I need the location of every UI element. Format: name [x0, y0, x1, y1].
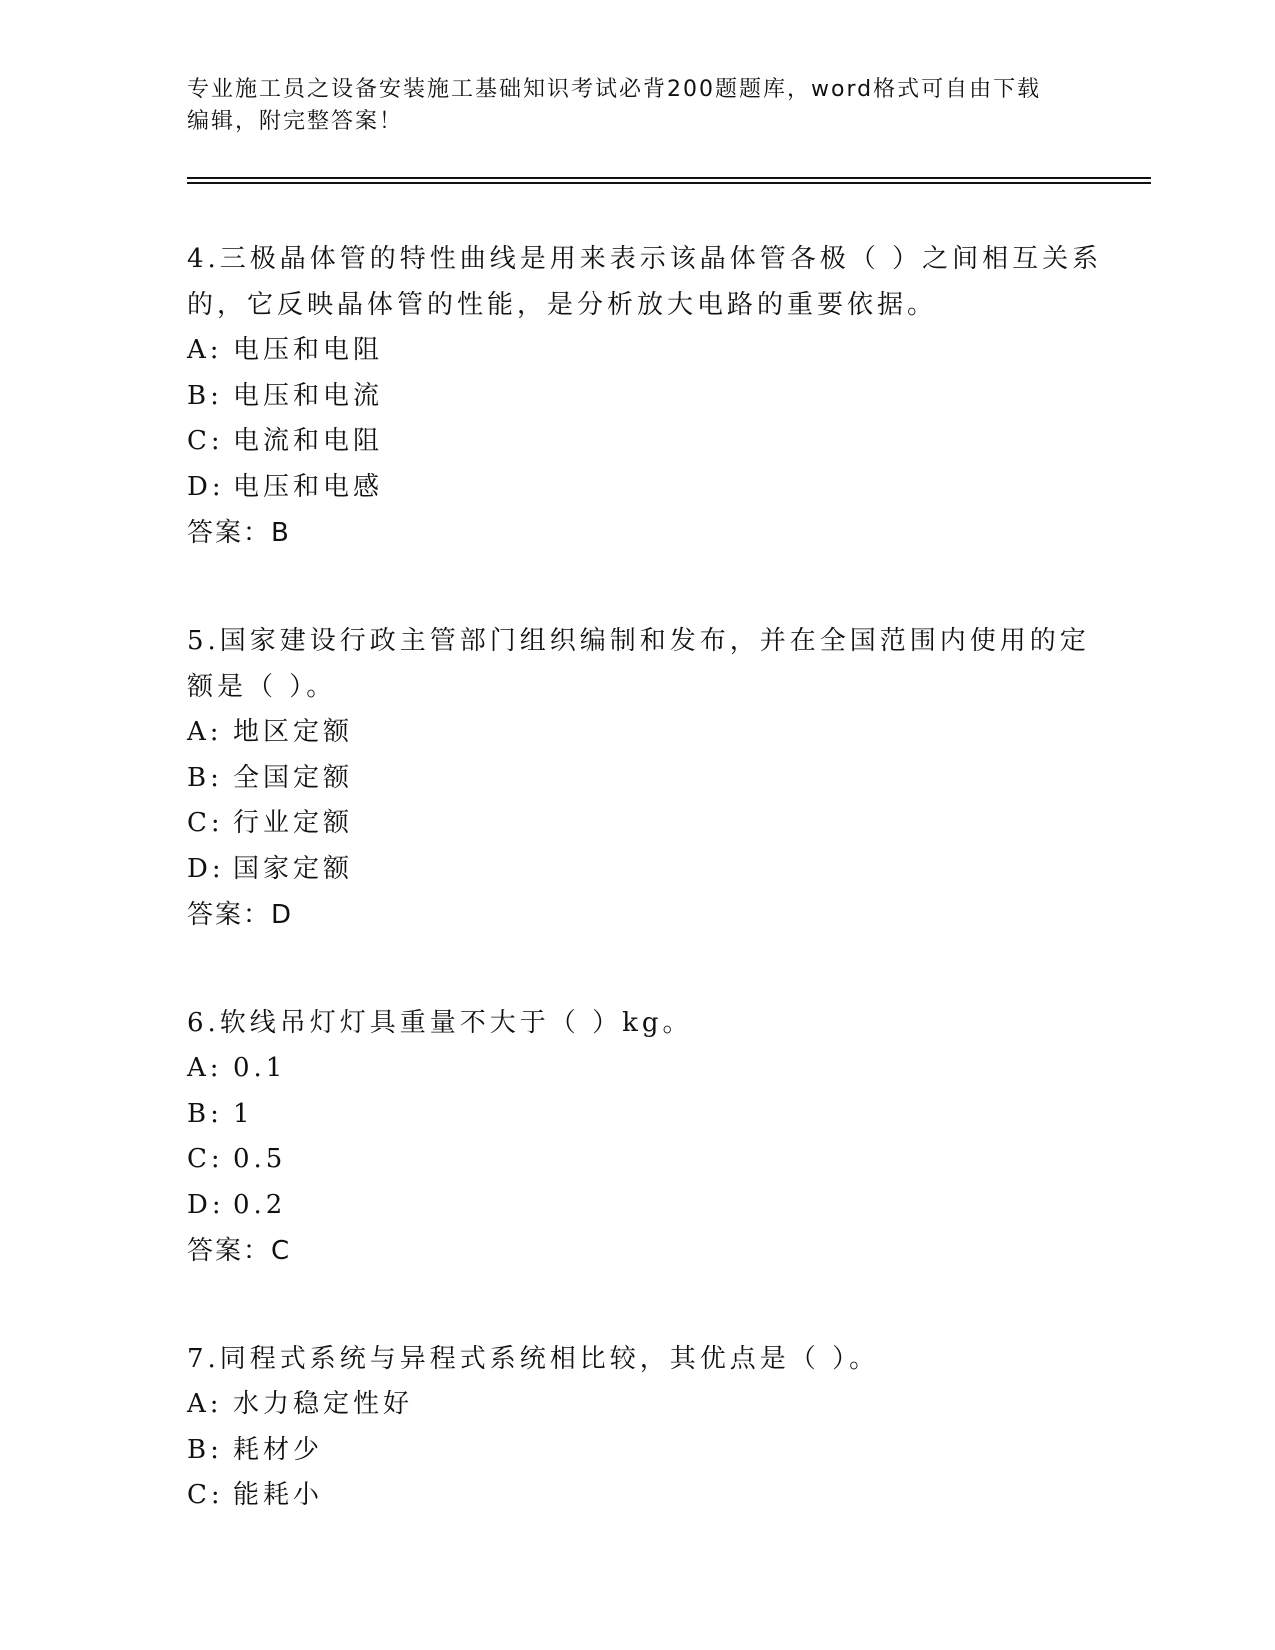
option-a — [187, 328, 1087, 374]
answer-line: 答案：C — [187, 1236, 292, 1266]
option-text: 0.5 — [233, 1144, 287, 1174]
option-a — [187, 1046, 1087, 1092]
option-b — [187, 756, 1087, 802]
option-text: 电压和电感 — [233, 471, 384, 502]
question-stem-line: 5.国家建设行政主管部门组织编制和发布，并在全国范围内使用的定 — [187, 626, 1090, 656]
option-d — [187, 465, 1087, 511]
option-text: 水力稳定性好 — [233, 1389, 414, 1419]
question-stem-line: 额是（ ）。 — [187, 672, 337, 702]
option-text: 电压和电流 — [233, 380, 384, 411]
option-key: A: — [187, 1053, 223, 1083]
question-4 — [187, 236, 1103, 556]
option-key: D: — [187, 1189, 225, 1220]
option-text: 1 — [233, 1098, 254, 1129]
option-text: 0.1 — [233, 1053, 287, 1083]
option-key: A: — [187, 1389, 223, 1419]
option-b — [187, 1428, 1087, 1474]
option-key: B: — [187, 762, 223, 793]
option-key: D: — [187, 853, 225, 884]
option-key: C: — [187, 1480, 224, 1510]
option-key: D: — [187, 471, 225, 502]
option-c — [187, 1473, 1087, 1519]
document-header — [187, 74, 1087, 138]
question-stem-line: 7.同程式系统与异程式系统相比较，其优点是（ ）。 — [187, 1344, 880, 1374]
question-list — [187, 236, 1103, 1519]
option-key: C: — [187, 808, 224, 838]
question-5 — [187, 618, 1090, 938]
question-stem — [187, 1336, 1087, 1382]
question-stem-line: 4.三极晶体管的特性曲线是用来表示该晶体管各极（ ）之间相互关系 — [187, 244, 1103, 274]
option-key: A: — [187, 717, 223, 747]
option-key: A: — [187, 335, 223, 365]
option-d — [187, 847, 1087, 893]
option-b — [187, 374, 1087, 420]
option-a — [187, 710, 1087, 756]
option-text: 0.2 — [233, 1189, 287, 1220]
option-text: 国家定额 — [233, 853, 354, 884]
option-text: 电流和电阻 — [233, 426, 384, 456]
option-c — [187, 419, 1087, 465]
question-7 — [187, 1336, 1087, 1519]
option-c — [187, 1137, 1087, 1183]
header-divider-bottom — [187, 182, 1151, 184]
option-d — [187, 1183, 1087, 1229]
option-key: C: — [187, 426, 224, 456]
option-c — [187, 801, 1087, 847]
option-key: B: — [187, 1434, 223, 1465]
answer-line: 答案：B — [187, 518, 291, 548]
option-text: 耗材少 — [233, 1434, 324, 1465]
option-a — [187, 1382, 1087, 1428]
question-stem-line: 6.软线吊灯灯具重量不大于（ ）kg。 — [187, 1008, 693, 1038]
header-title-line-2: 编辑，附完整答案！ — [187, 109, 404, 134]
question-stem — [187, 618, 1090, 710]
question-stem — [187, 1000, 1087, 1046]
option-key: B: — [187, 380, 223, 411]
option-key: B: — [187, 1098, 223, 1129]
option-text: 能耗小 — [233, 1480, 324, 1510]
question-6 — [187, 1000, 1087, 1274]
option-text: 行业定额 — [233, 808, 354, 838]
option-text: 全国定额 — [233, 762, 354, 793]
question-stem-line: 的，它反映晶体管的性能，是分析放大电路的重要依据。 — [187, 290, 938, 320]
answer-line: 答案：D — [187, 900, 294, 930]
header-title-line-1: 专业施工员之设备安装施工基础知识考试必背200题题库，word格式可自由下载 — [187, 77, 1042, 102]
option-text: 地区定额 — [233, 717, 354, 747]
option-key: C: — [187, 1144, 224, 1174]
question-stem — [187, 236, 1103, 328]
option-b — [187, 1092, 1087, 1138]
option-text: 电压和电阻 — [233, 335, 384, 365]
header-divider-top — [187, 177, 1151, 179]
